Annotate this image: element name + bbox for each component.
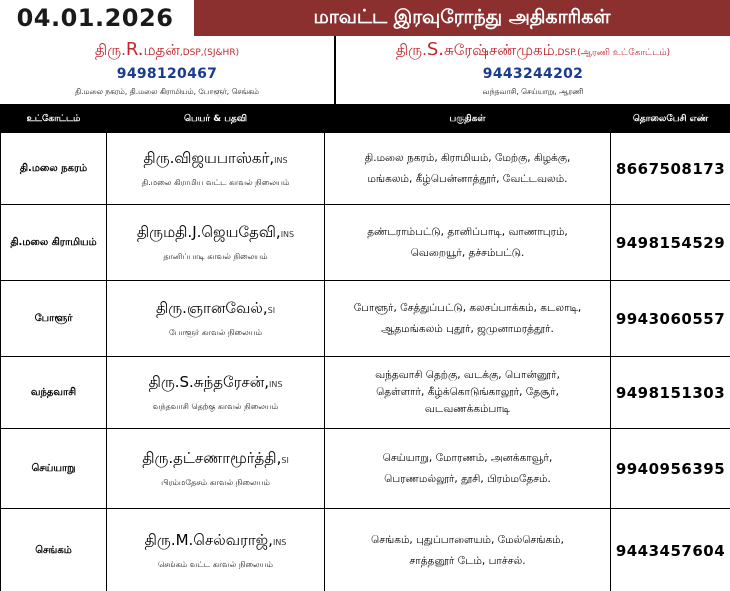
table-row	[1, 281, 730, 357]
table-row	[1, 205, 730, 281]
sdpo-card-right	[336, 36, 730, 104]
officer-name: திரு.M.செல்வராஜ்,INS	[144, 531, 287, 549]
phone-cell: 9943060557	[611, 281, 730, 357]
subdivision-cell: போளூர்	[1, 281, 107, 357]
officer-cell	[107, 205, 325, 281]
column-header-name-rank: பெயர் & பதவி	[107, 107, 325, 133]
areas-cell: போளூர், சேத்துப்பட்டு, கலசப்பாக்கம், கடலாடி, ஆதமங்கலம் புதூர், ஜமுனாமரத்தூர்.	[325, 281, 611, 357]
sdpo-phone: 9498120467	[116, 66, 218, 82]
officer-station: தானிப்பாடி காவல் நிலையம்	[163, 252, 268, 261]
sdpo-areas: தி.மலை நகரம், தி.மலை கிராமியம், போளூர், செங்கம்	[75, 87, 259, 96]
table-row	[1, 357, 730, 429]
phone-cell: 8667508173	[611, 133, 730, 205]
officer-station: வந்தவாசி தெற்கு காவல் நிலையம்	[152, 402, 279, 411]
sdpo-section	[0, 36, 730, 106]
column-header-subdivision: உட்கோட்டம்	[1, 107, 107, 133]
officer-cell	[107, 281, 325, 357]
officer-cell	[107, 357, 325, 429]
table-row	[1, 133, 730, 205]
phone-cell: 9498154529	[611, 205, 730, 281]
officer-name: திரு.தட்சணாமூர்த்தி,SI	[142, 449, 289, 467]
sdpo-card-left	[0, 36, 336, 104]
officers-table	[0, 106, 730, 591]
date-label: 04.01.2026	[0, 0, 190, 36]
sdpo-phone: 9443244202	[482, 66, 584, 82]
subdivision-cell: செய்யாறு	[1, 429, 107, 509]
officer-cell	[107, 429, 325, 509]
officer-cell	[107, 509, 325, 591]
header-banner	[0, 0, 730, 36]
sdpo-name: திரு.S.சுரேஷ்சண்முகம்,DSP.(ஆரணி உட்கோட்டம்)	[395, 39, 671, 60]
phone-cell: 9443457604	[611, 509, 730, 591]
subdivision-cell: தி.மலை கிராமியம்	[1, 205, 107, 281]
table-header-row	[1, 107, 730, 133]
subdivision-cell: செங்கம்	[1, 509, 107, 591]
officer-station: போளூர் காவல் நிலையம்	[168, 328, 263, 337]
sdpo-name: திரு.R.மதன்,DSP,(SJ&HR)	[94, 39, 240, 60]
sdpo-areas: வந்தவாசி, செய்யாறு, ஆரணி	[482, 87, 584, 96]
column-header-phone: தொலைபேசி எண்	[611, 107, 730, 133]
subdivision-cell: வந்தவாசி	[1, 357, 107, 429]
phone-cell: 9940956395	[611, 429, 730, 509]
areas-cell: செங்கம், புதுப்பாளையம், மேல்செங்கம், சாத்தனூர் டேம், பாச்சல்.	[325, 509, 611, 591]
officer-name: திரு.S.சுந்தரேசன்,INS	[148, 373, 283, 391]
table-row	[1, 429, 730, 509]
areas-cell: தி.மலை நகரம், கிராமியம், மேற்கு, கிழக்கு, மங்கலம், கீழ்பென்னாத்தூர், வேட்டவலம்.	[325, 133, 611, 205]
officer-name: திருமதி.J.ஜெயதேவி,INS	[136, 223, 295, 241]
table-row	[1, 509, 730, 591]
officer-station: தி.மலை கிராமிய வட்ட காவல் நிலையம்	[141, 178, 290, 187]
page-title: மாவட்ட இரவுரோந்து அதிகாரிகள்	[190, 0, 730, 36]
column-header-areas: பகுதிகள்	[325, 107, 611, 133]
officer-name: திரு.விஜயபாஸ்கர்,INS	[143, 149, 288, 167]
areas-cell: தண்டராம்பட்டு, தானிப்பாடி, வாணாபுரம், வெறையூர், தச்சம்பட்டு.	[325, 205, 611, 281]
officer-name: திரு.ஞானவேல்,SI	[155, 299, 276, 317]
officer-station: செங்கம் வட்ட காவல் நிலையம்	[158, 560, 273, 569]
areas-cell: வந்தவாசி தெற்கு, வடக்கு, பொன்னூர், தெள்ளார், கீழ்க்கொடுங்காலூர், தேசூர், வடவணக்கம்பாடி	[325, 357, 611, 429]
areas-cell: செய்யாறு, மோரணம், அனக்காவூர், பெரணமல்லூர், தூசி, பிரம்மதேசம்.	[325, 429, 611, 509]
officer-cell	[107, 133, 325, 205]
phone-cell: 9498151303	[611, 357, 730, 429]
subdivision-cell: தி.மலை நகரம்	[1, 133, 107, 205]
officer-station: பிரம்மதேசம் காவல் நிலையம்	[161, 478, 270, 487]
